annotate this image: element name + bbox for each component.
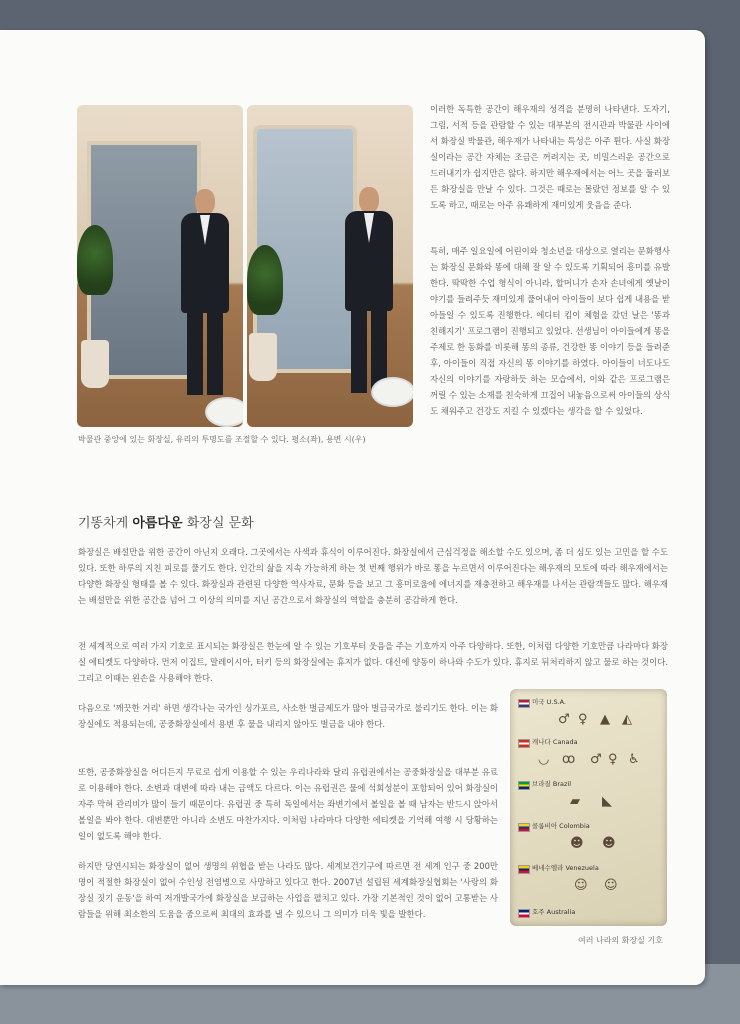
right-column-paragraph-2: 특히, 매주 일요일에 어린이와 청소년을 대상으로 열리는 문화행사는 화장실 문화와 똥에 대해 잘 알 수 있도록 기획되어 흥미를 유발한다. 딱딱한 수업 형식이 아니라, 할머니가 손자 손녀에게 옛날이야기를 들려주듯 재미있게 풀어내어 아이들이 보다 쉽게 내용을 받아들일 수 있도록 진행한다. 에디터 킴이 체험을 갔던 날은 '똥과 친해지기' 프로그램이 진행되고 있었다. 선생님이 아이들에게 똥을 주제로 한 동화를 비롯해 똥의 종류, 건강한 똥 이야기 등을 들려준 후, 아이들이 직접 자신의 똥 이야기를 하였다. 아이들이 너도나도 자신의 이야기를 자랑하듯 하는 모습에서, 이와 같은 프로그램은 꺼릴 수 있는 소재를 친숙하게 끄집어 내놓음으로써 아이들의 상식도 채워주고 건강도 지킬 수 있겠다는 생각을 할 수 있었다. — [430, 246, 670, 416]
symbol-row-canada — [518, 739, 660, 783]
flag-icon — [518, 781, 530, 790]
country-label: 브라질 Brazil — [532, 780, 572, 788]
triangle-icon: ▲ — [600, 712, 610, 727]
body-paragraph-1: 화장실은 배설만을 위한 공간이 아닌지 오래다. 그곳에서는 사색과 휴식이 이루어진다. 화장실에서 근심걱정을 해소할 수도 있으며, 좀 더 심도 있는 고민을 할 수도 있다. 또한 하루의 지친 피로를 풀기도 한다. 인간의 삶을 지속 가능하게 하는 첫 번째 행위가 바로 똥을 누르면서 이루어진다는 해우재의 모토에 따라 해우재에서는 다양한 화장실 형태를 볼 수 있다. 화장실과 관련된 다양한 역사자료, 문화 등을 보고 그 흥미로움에 에너지를 재충전하고 해우재를 나서는 관람객들도 많다. 해우재는 배설만을 위한 공간을 넘어 그 이상의 의미를 지닌 공간으로서 화장실의 역할을 충분히 공감하게 한다. — [78, 547, 668, 605]
accessible-icon: ♿ — [628, 752, 640, 767]
flag-icon — [518, 823, 530, 832]
bra-icon: ꝏ — [562, 752, 576, 767]
heading-pre: 기똥차게 — [78, 516, 133, 531]
woman-face-icon: ☺ — [604, 878, 618, 893]
hat-icon: ▰ — [570, 794, 580, 809]
toilet-bowl — [205, 397, 243, 427]
toilet-symbols-image — [510, 689, 667, 926]
man-face-icon: ☺ — [574, 878, 588, 893]
flag-icon — [518, 909, 530, 918]
body-paragraph-4: 또한, 공중화장실을 어디든지 무료로 쉽게 이용할 수 있는 우리나라와 달리 유럽권에서는 공중화장실을 대부분 유료로 이용해야 한다. 소변과 대변에 따라 내는 금액도 다르다. 이는 유럽권은 물에 석회성분이 포함되어 있어 화장실이 자주 막혀 관리비가 많이 들기 때문이다. 유럽권 중 특히 독일에서는 좌변기에서 볼일을 볼 때 남자는 반드시 앉아서 볼일을 봐야 한다. 대변뿐만 아니라 소변도 마찬가지다. 이처럼 나라마다 다양한 에티켓을 기억해 여행 시 당황하는 일이 없도록 해야 한다. — [78, 767, 498, 841]
woman-icon: ♀ — [608, 752, 618, 767]
toilet-photo-opaque — [247, 105, 413, 427]
country-label: 캐나다 Canada — [532, 738, 578, 746]
flag-icon — [518, 865, 530, 874]
heading-bold: 아름다운 — [132, 516, 183, 531]
heading-post: 화장실 문화 — [182, 516, 254, 531]
standee-figure — [341, 187, 397, 397]
plant-image — [77, 225, 113, 295]
high-heel-icon: ◣ — [602, 794, 612, 809]
briefs-icon: ◡ — [538, 752, 550, 767]
man-figure-icon: ☻ — [570, 836, 584, 851]
symbol-row-colombia — [518, 823, 660, 867]
country-label: 콜롬비아 Colombia — [532, 822, 590, 830]
woman-figure-icon: ☻ — [602, 836, 616, 851]
section-heading — [78, 512, 254, 531]
country-label: 베네수엘라 Venezuela — [532, 864, 599, 872]
toilet-bowl — [371, 377, 413, 407]
body-paragraph-2: 전 세계적으로 여러 가지 기호로 표시되는 화장실은 한눈에 알 수 있는 기호부터 웃음을 주는 기호까지 아주 다양하다. 또한, 이처럼 다양한 기호만큼 나라마다 화장실 에티켓도 다양하다. 먼저 이집트, 말레이시아, 터키 등의 화장실에는 휴지가 없다. 대신에 양동이 하나와 수도가 있다. 휴지로 뒤처리하지 않고 물로 하는 것이다. 그리고 이때는 왼손을 사용해야 한다. — [78, 641, 668, 683]
fan-icon: ◭ — [622, 712, 632, 727]
pot-image — [81, 340, 109, 388]
man-icon: ♂ — [590, 752, 602, 767]
right-column-paragraph-1: 이러한 독특한 공간이 해우재의 성격을 분명히 나타낸다. 도자기, 그림, 서적 등을 관람할 수 있는 대부분의 전시관과 박물관 사이에서 화장실 박물관, 해우재가 나타내는 특성은 아주 튄다. 사실 화장실이라는 공간 자체는 조금은 꺼려지는 곳, 비밀스러운 공간으로 드러내기가 쉽지만은 않다. 하지만 해우재에서는 어느 곳을 둘러보든 화장실을 만날 수 있다. 그것은 때로는 몰랐던 정보를 알 수 있도록 하고, 때로는 아주 유쾌하게 재미있게 웃음을 준다. — [430, 104, 670, 210]
pot-image — [249, 333, 277, 381]
body-paragraph-3: 다음으로 '깨끗한 거리' 하면 생각나는 국가인 싱가포르, 사소한 벌금제도가 많아 벌금국가로 불리기도 한다. 이는 화장실에도 적용되는데, 공중화장실에서 용변 후 물을 내리지 않아도 벌금을 내야 한다. — [78, 703, 498, 729]
symbols-caption: 여러 나라의 화장실 기호 — [578, 936, 663, 945]
flag-icon — [518, 739, 530, 748]
standee-figure — [177, 189, 233, 399]
country-label: 호주 Australia — [532, 908, 576, 916]
toilet-photo-normal — [77, 105, 243, 427]
symbol-row-australia — [518, 909, 660, 953]
man-icon: ♂ — [558, 712, 570, 727]
flag-icon — [518, 699, 530, 708]
photo-caption: 박물관 중앙에 있는 화장실, 유리의 투명도를 조절할 수 있다. 평소(좌), 용변 시(우) — [78, 435, 366, 444]
symbol-row-venezuela — [518, 865, 660, 909]
plant-image — [247, 245, 283, 315]
body-paragraph-5: 하지만 당연시되는 화장실이 없어 생명의 위협을 받는 나라도 많다. 세계보건기구에 따르면 전 세계 인구 중 200만 명이 적절한 화장실이 없어 수인성 전염병으로 사망하고 있다고 한다. 2007년 설립된 세계화장실협회는 '사랑의 화장실 짓기 운동'을 하여 저개발국가에 화장실을 보급하는 사업을 펼치고 있다. 가장 기본적인 것이 없어 고통받는 사람들을 위해 최소한의 도움을 줌으로써 최대의 효과를 낼 수 있으니 그 의미가 더욱 빛을 발한다. — [78, 861, 498, 919]
woman-icon: ♀ — [578, 712, 588, 727]
symbol-row-brazil — [518, 781, 660, 825]
country-label: 미국 U.S.A. — [532, 698, 567, 706]
